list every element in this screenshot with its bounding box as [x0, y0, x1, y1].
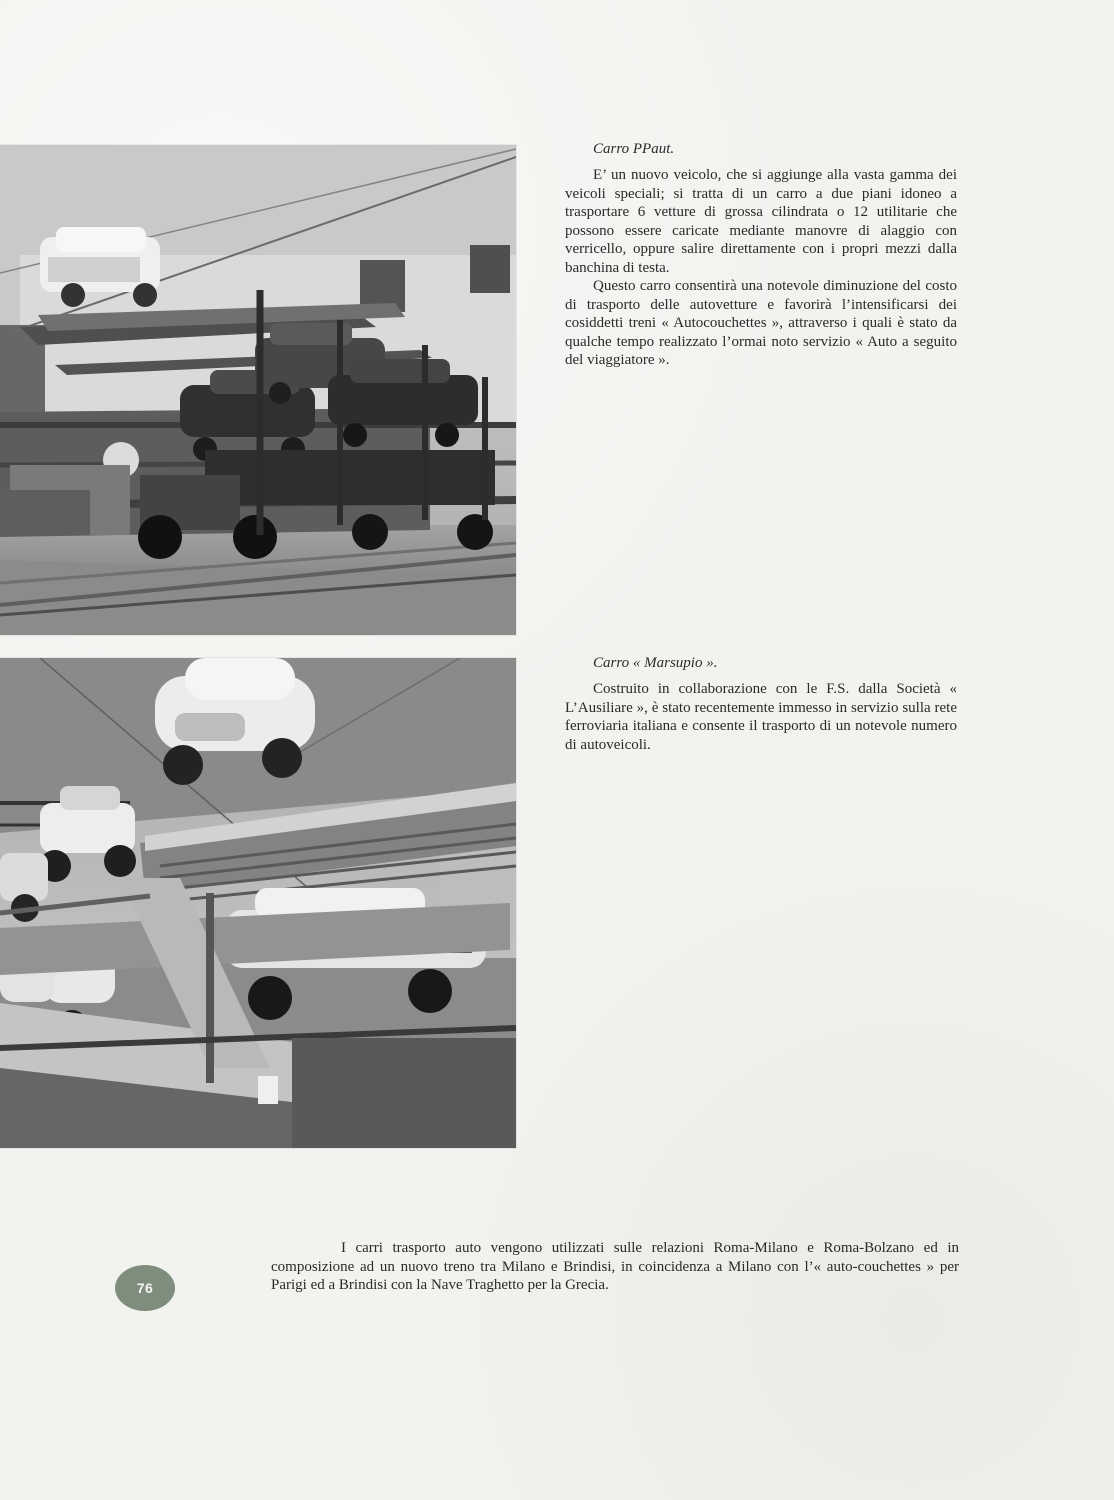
section-carro-ppaut [565, 140, 957, 370]
section-paragraph-2: Questo carro consentirà una notevole diminuzione del costo di trasporto delle autovetture e favorirà l’intensificarsi dei cosiddetti treni « Autocouchettes », attraverso i quali è stato da qualche tempo realizzato l’ormai noto servizio « Auto a seguito del viaggiatore ». [565, 278, 957, 368]
photo-carro-marsupio [0, 658, 516, 1148]
closing-note: I carri trasporto auto vengono utilizzati sulle relazioni Roma-Milano e Roma-Bolzano ed in composizione ad un nuovo treno tra Milano e Brindisi, in coincidenza a Milano con l’« auto-couchettes » per Parigi ed a Brindisi con la Nave Traghetto per la Grecia. [271, 1240, 959, 1293]
section-paragraph-1: E’ un nuovo veicolo, che si aggiunge alla vasta gamma dei veicoli speciali; si tratta di un carro a due piani idoneo a trasportare 6 vetture di grossa cilindrata o 12 utilitarie che possono essere caricate mediante manovre di alaggio con verricello, oppure salire direttamente con i propri mezzi dalla banchina di testa. [565, 167, 957, 276]
section-carro-marsupio [565, 654, 957, 754]
section-title-carro-marsupio: Carro « Marsupio ». [593, 655, 718, 671]
section-title-carro-ppaut: Carro PPaut. [593, 141, 675, 157]
page-number-badge: 76 [115, 1265, 175, 1311]
section-paragraph-marsupio: Costruito in collaborazione con le F.S. dalla Società « L’Ausiliare », è stato recentemente immesso in servizio sulla rete ferroviaria italiana e consente il trasporto di un notevole numero di autoveicoli. [565, 681, 957, 753]
photo-carro-ppaut [0, 145, 516, 635]
